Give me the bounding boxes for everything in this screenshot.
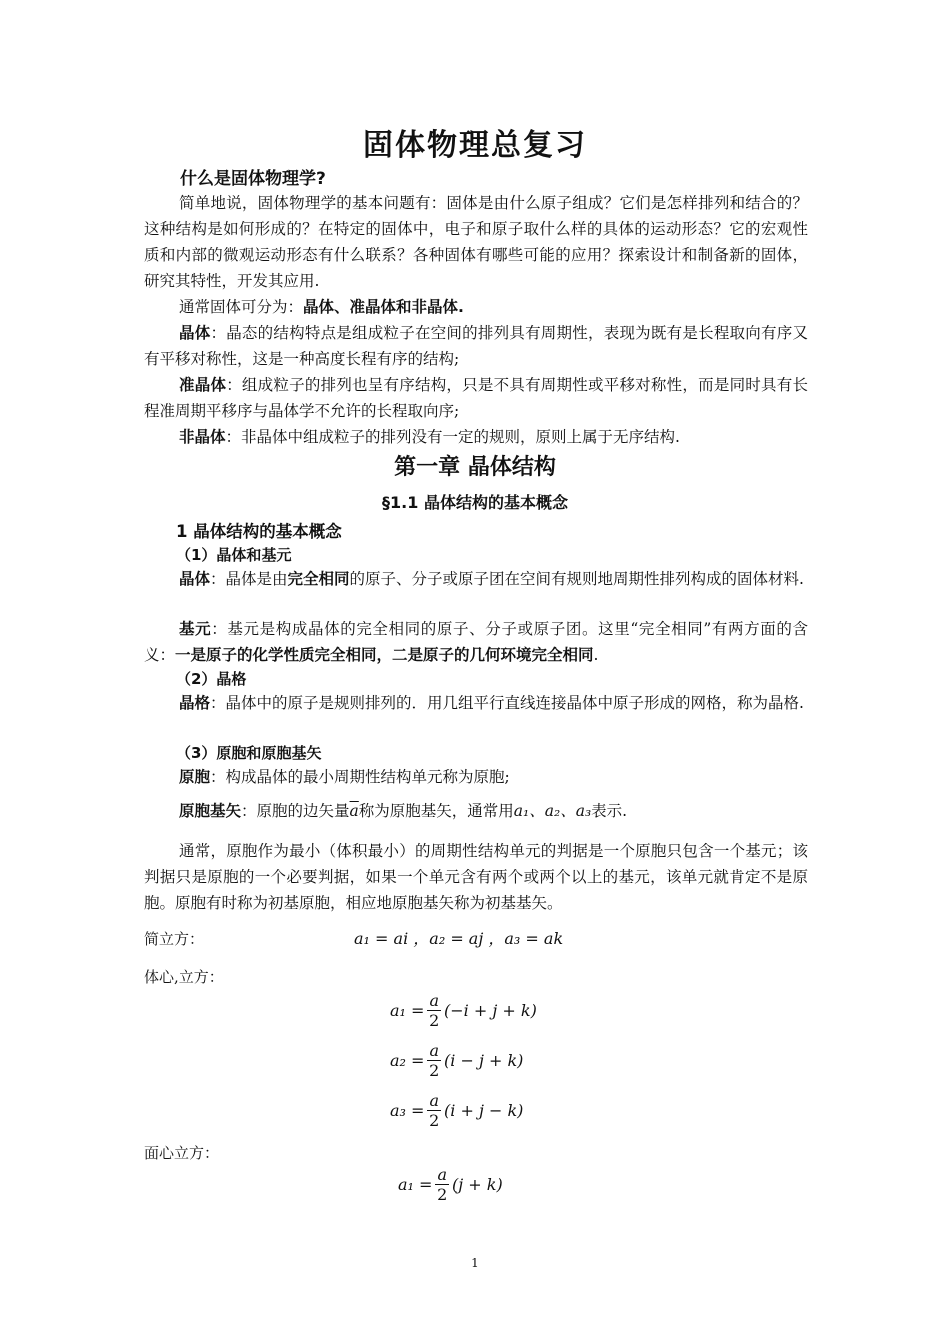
amorphous-definition: [144, 424, 808, 450]
bcc-a2-fraction: [427, 1042, 441, 1081]
part3-vector-term: 原胞基矢: [179, 802, 242, 820]
subsection-title: 1 晶体结构的基本概念: [176, 522, 342, 541]
vector-list: a₁、a₂、a₃: [513, 802, 592, 820]
part1-heading: （1）晶体和基元: [176, 546, 292, 564]
part3-cell-term: 原胞: [179, 768, 211, 786]
crystal-term: 晶体: [179, 324, 211, 342]
bcc-a1-frac-den: 2: [429, 1011, 440, 1030]
intro-paragraph: 简单地说，固体物理学的基本问题有：固体是由什么原子组成？它们是怎样排列和结合的？这种结构是如何形成的？在特定的固体中，电子和原子取什么样的具体的运动形态？它的宏观性质和内部的微观运动形态有什么联系？各种固体有哪些可能的应用？探索设计和制备新的固体，研究其特性，开发其应用.: [144, 194, 808, 290]
fcc-a1-frac-num: a: [437, 1165, 447, 1184]
part1-crystal-text-a: ：晶体是由: [210, 570, 288, 588]
simple-cubic-formula: a₁ = ai ，a₂ = aj ，a₃ = ak: [354, 929, 564, 948]
crystal-text: ：晶态的结构特点是组成粒子在空间的排列具有周期性，表现为既有是长程取向有序又有平移对称性，这是一种高度长程有序的结构;: [144, 324, 808, 368]
part1-basis-paragraph: [144, 616, 808, 668]
bcc-a2-lhs: a₂ =: [390, 1051, 425, 1070]
classification-lead: 通常固体可分为：: [179, 298, 304, 316]
crystal-definition: [144, 320, 808, 372]
intro-question-heading: 什么是固体物理学?: [180, 169, 326, 189]
bcc-a2-frac-den: 2: [429, 1061, 440, 1080]
bcc-a3-frac-num: a: [429, 1091, 439, 1110]
fcc-a1-frac-den: 2: [437, 1185, 448, 1204]
page-number: 1: [471, 1256, 479, 1270]
part1-basis-term: 基元: [179, 620, 212, 638]
bcc-a1-lhs: a₁ =: [390, 1001, 425, 1020]
part1-basis-end: .: [593, 646, 599, 664]
fcc-a1-equation: [398, 1166, 503, 1205]
chapter-title: 第一章 晶体结构: [394, 455, 556, 480]
fcc-label: 面心立方：: [144, 1144, 220, 1162]
part3-vector-text-b: 称为原胞基矢，通常用: [358, 802, 514, 820]
quasicrystal-definition: [144, 372, 808, 424]
part3-cell-text: ：构成晶体的最小周期性结构单元称为原胞;: [210, 768, 510, 786]
simple-cubic-label: 简立方：: [144, 930, 205, 948]
part1-crystal-term: 晶体: [179, 570, 211, 588]
part3-cell-paragraph: [144, 764, 808, 790]
classification-paragraph: [144, 294, 808, 320]
amorphous-term: 非晶体: [179, 428, 226, 446]
bcc-label: 体心,立方：: [144, 968, 224, 986]
classification-types: 晶体、准晶体和非晶体.: [303, 298, 464, 316]
part1-basis-text: ：基元是构成晶体的完全相同的原子、分子或原子团。这里“完全相同”有两方面的含义：: [144, 620, 808, 664]
document-title: 固体物理总复习: [363, 128, 587, 163]
bcc-a3-lhs: a₃ =: [390, 1101, 425, 1120]
bcc-a2-frac-num: a: [429, 1041, 439, 1060]
bcc-a3-frac-den: 2: [429, 1111, 440, 1130]
part1-crystal-paragraph: [144, 566, 808, 592]
criterion-paragraph: 通常，原胞作为最小（体积最小）的周期性结构单元的判据是一个原胞只包含一个基元；该判据只是原胞的一个必要判据，如果一个单元含有两个或两个以上的基元，该单元就肯定不是原胞。原胞有时称为初基原胞，相应地原胞基矢称为初基基矢。: [144, 842, 808, 912]
fcc-a1-lhs: a₁ =: [398, 1175, 433, 1194]
fcc-a1-fraction: [435, 1166, 449, 1205]
bcc-a1-fraction: [427, 992, 441, 1031]
part3-vector-text-a: ：原胞的边矢量: [241, 802, 350, 820]
part3-vector-paragraph: [144, 798, 808, 824]
part2-heading: （2）晶格: [176, 670, 247, 688]
part1-basis-bold: 一是原子的化学性质完全相同，二是原子的几何环境完全相同: [175, 646, 594, 664]
vector-a-symbol: $\overline{a}$: [349, 802, 359, 820]
bcc-a1-frac-num: a: [429, 991, 439, 1010]
part2-text: ：晶体中的原子是规则排列的．用几组平行直线连接晶体中原子形成的网格，称为晶格.: [210, 694, 804, 712]
part1-crystal-text-b: 的原子、分子或原子团在空间有规则地周期性排列构成的固体材料.: [349, 570, 804, 588]
part1-crystal-bold: 完全相同: [287, 570, 350, 588]
bcc-a2-rhs: (i − j + k): [444, 1051, 524, 1070]
bcc-a3-rhs: (i + j − k): [444, 1101, 524, 1120]
fcc-a1-rhs: (j + k): [452, 1175, 503, 1194]
part2-term: 晶格: [179, 694, 211, 712]
bcc-a1-equation: [390, 992, 537, 1031]
part3-heading: （3）原胞和原胞基矢: [176, 744, 322, 762]
bcc-a1-rhs: (−i + j + k): [444, 1001, 537, 1020]
part2-paragraph: [144, 690, 808, 716]
quasicrystal-term: 准晶体: [179, 376, 227, 394]
bcc-a2-equation: [390, 1042, 523, 1081]
amorphous-text: ：非晶体中组成粒子的排列没有一定的规则，原则上属于无序结构.: [225, 428, 680, 446]
bcc-a3-fraction: [427, 1092, 441, 1131]
part3-vector-text-c: 表示.: [591, 802, 628, 820]
quasicrystal-text: ：组成粒子的排列也呈有序结构，只是不具有周期性或平移对称性，而是同时具有长程准周期平移序与晶体学不允许的长程取向序;: [144, 376, 808, 420]
bcc-a3-equation: [390, 1092, 523, 1131]
section-title: §1.1 晶体结构的基本概念: [382, 493, 568, 512]
